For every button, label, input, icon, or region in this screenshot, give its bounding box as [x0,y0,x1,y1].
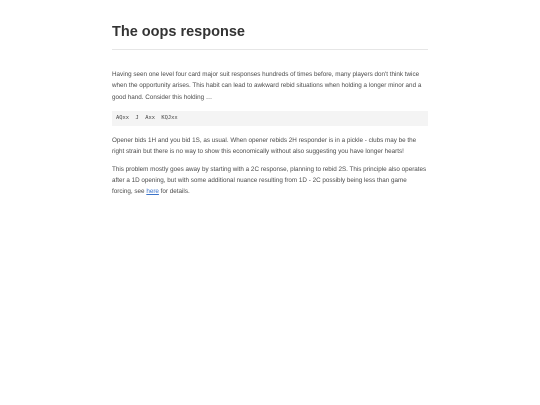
hand-code-block: AQxx J Axx KQJxx [112,111,428,126]
article [112,22,428,198]
solution-text: This problem mostly goes away by starting with a 2C response, planning to rebid 2S. This principle also operates after a 1D opening, but with some additional nuance resulting from 1D - 2C possibly being less than game forcing, see [112,165,427,196]
intro-paragraph: Having seen one level four card major suit responses hundreds of times before, many players don't think twice when the opportunity arises. This habit can lead to awkward rebid situations when holding a longer minor and a good hand. Consider this holding … [112,71,422,101]
solution-paragraph [112,164,428,198]
bidding-paragraph: Opener bids 1H and you bid 1S, as usual. When opener rebids 2H responder is in a pickle - clubs may be the right strain but there is no way to show this economically without also suggesting you have longer hearts! [112,136,417,156]
page-title: The oops response [112,22,428,50]
details-link[interactable]: here [146,188,159,196]
solution-text-end: for details. [158,188,190,196]
